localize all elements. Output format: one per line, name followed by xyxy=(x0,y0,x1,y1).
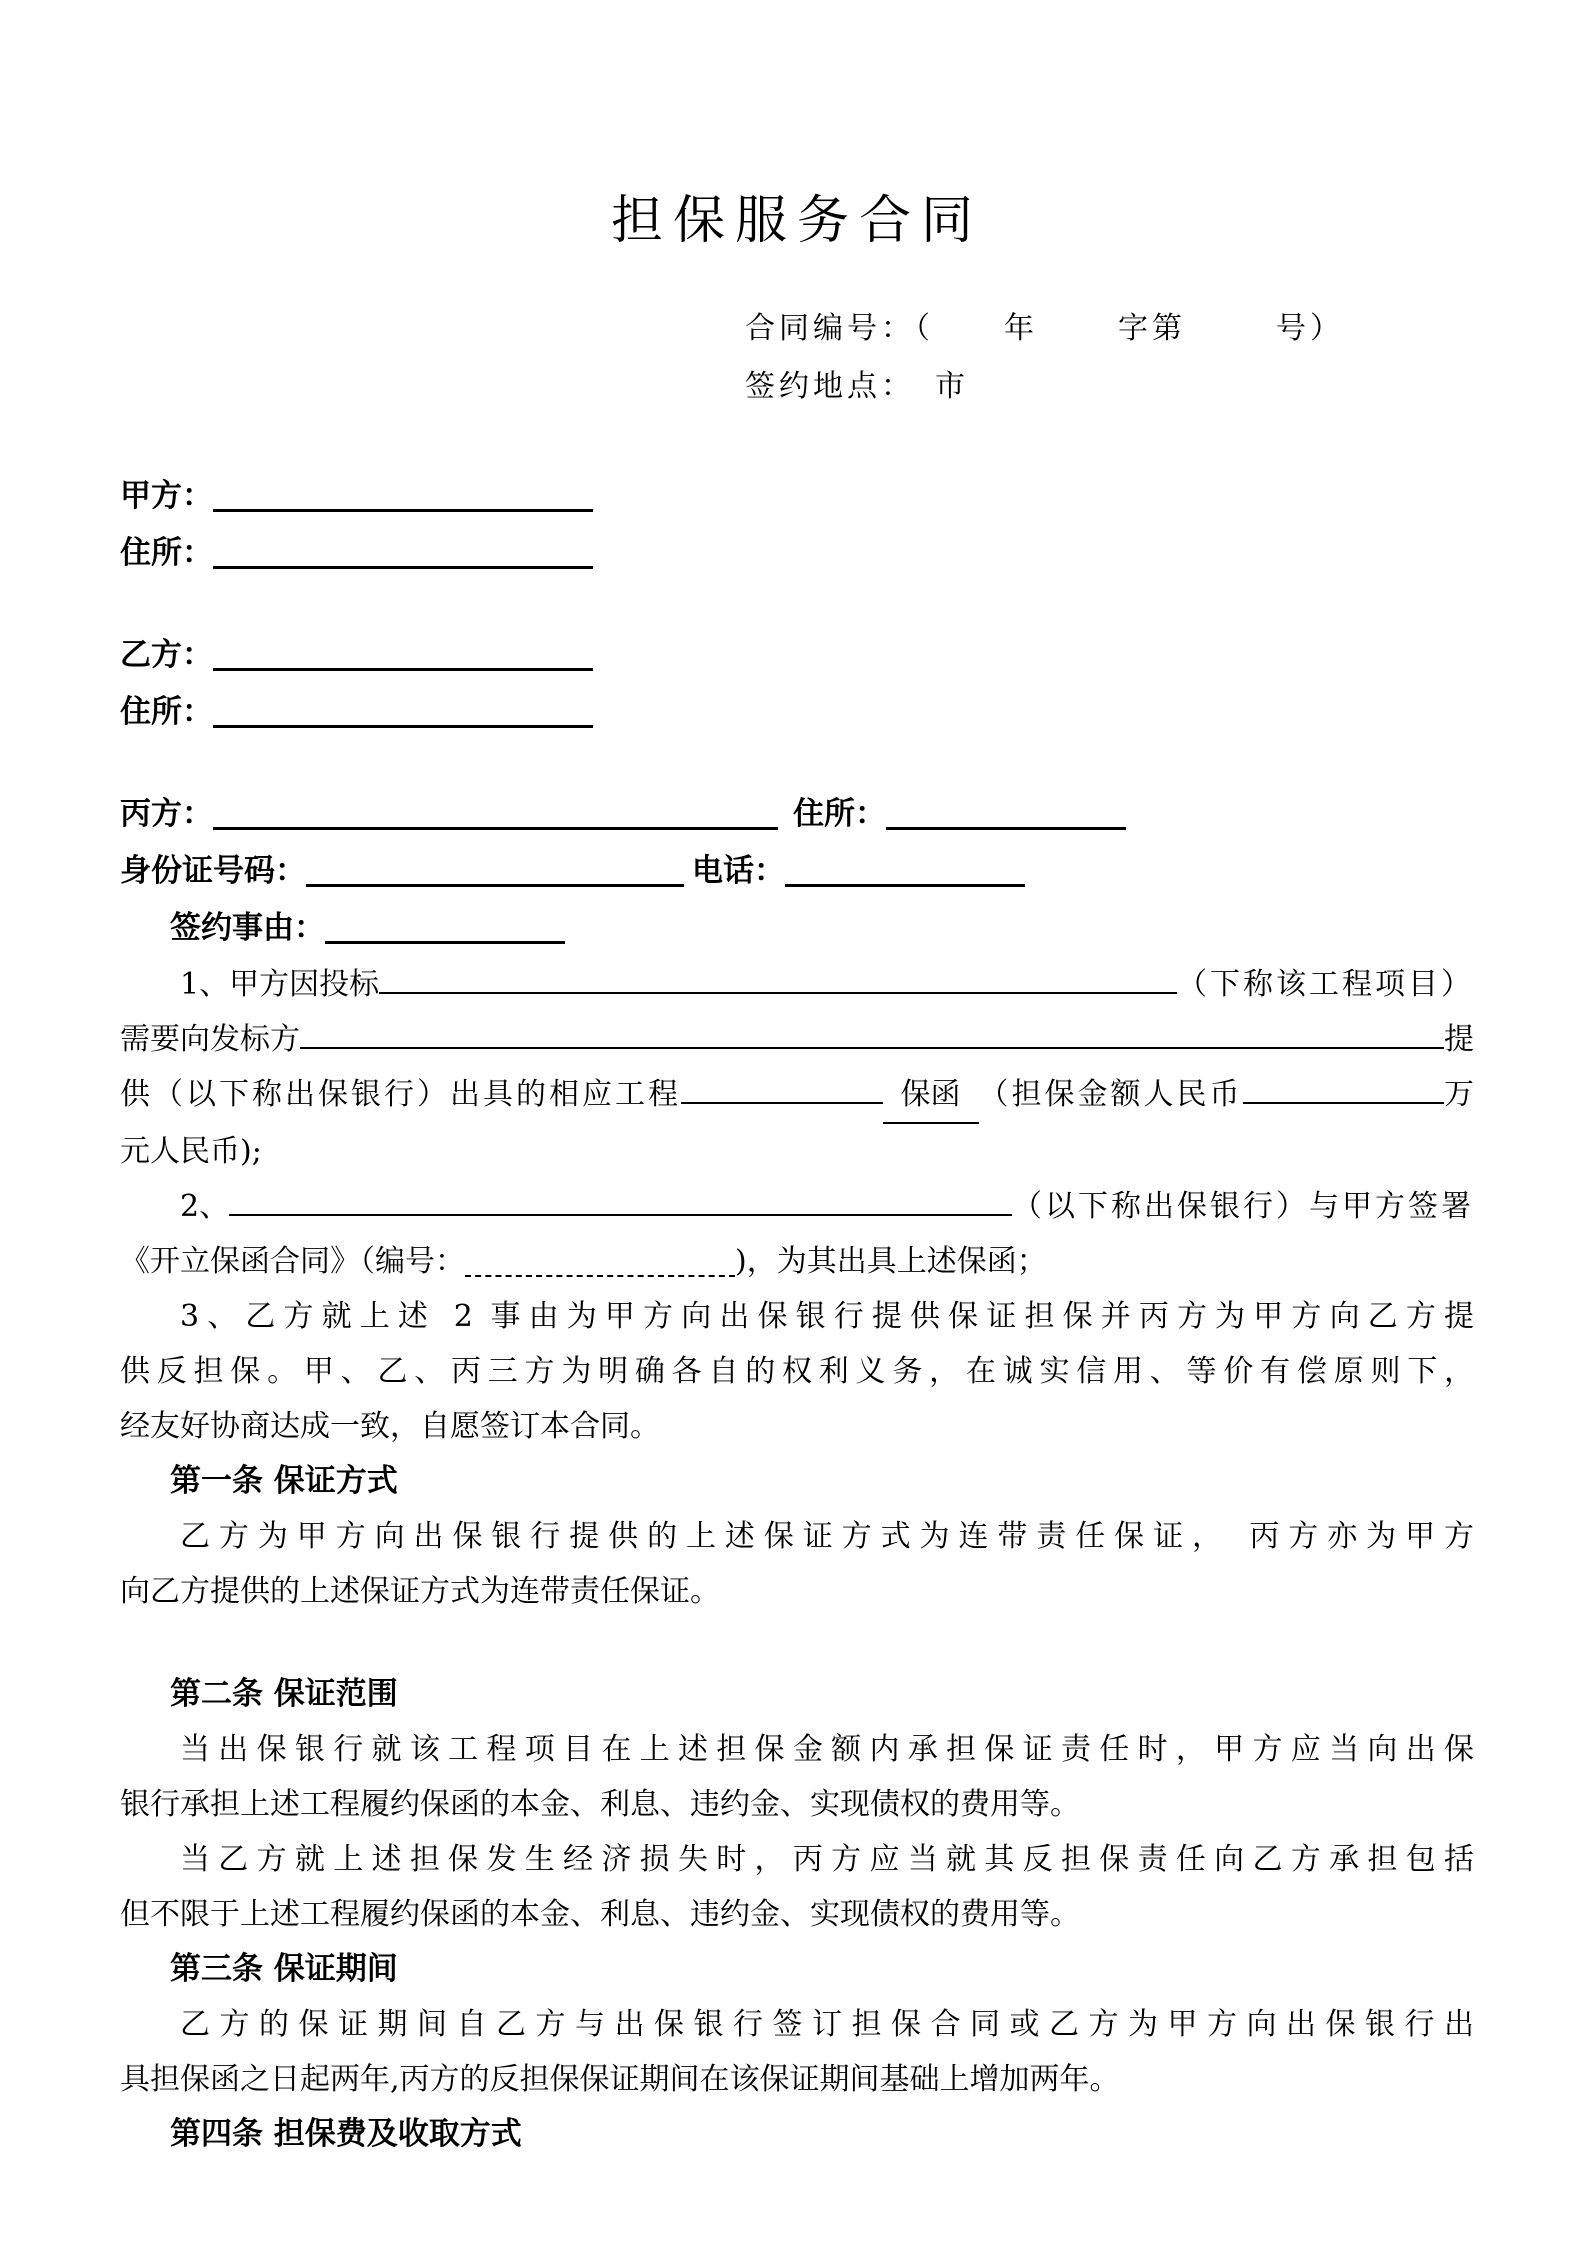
provide-text: 提 xyxy=(1444,1022,1474,1057)
signing-reason-label: 签约事由： xyxy=(170,910,325,946)
recital-1-line-2 xyxy=(120,1012,1474,1067)
item-2-number: 2、 xyxy=(180,1189,230,1224)
party-c-line xyxy=(120,786,1474,843)
contract-year-blank[interactable] xyxy=(934,328,1004,338)
bank-sign-text: （以下称出保银行）与甲方签署 xyxy=(1012,1189,1474,1224)
spacer xyxy=(120,1619,1474,1667)
recitals-block xyxy=(120,957,1474,2162)
article-3-heading: 第三条 保证期间 xyxy=(170,1951,398,1987)
guarantee-amount-text: （担保金额人民币 xyxy=(978,1077,1243,1112)
city-label: 市 xyxy=(935,369,969,404)
word-number-label: 字第 xyxy=(1118,311,1186,346)
recital-3-line-1: 3、乙方就上述 2 事由为甲方向出保银行提供保证担保并丙方为甲方向乙方提 xyxy=(180,1299,1474,1334)
phone-label: 电话： xyxy=(692,853,785,889)
article-2-line-2: 银行承担上述工程履约保函的本金、利息、违约金、实现债权的费用等。 xyxy=(120,1787,1080,1822)
id-number-blank[interactable] xyxy=(306,872,684,887)
article-4-heading: 第四条 担保费及收取方式 xyxy=(170,2116,522,2152)
spacer xyxy=(120,741,1474,786)
party-b-label: 乙方： xyxy=(120,637,213,673)
party-b-address-blank[interactable] xyxy=(213,713,593,728)
party-a-address-blank[interactable] xyxy=(213,554,593,569)
guarantee-contract-text: 《开立保函合同》（编号： xyxy=(120,1244,465,1279)
signing-reason-blank[interactable] xyxy=(325,929,565,944)
party-b-line xyxy=(120,627,1474,684)
recital-1-line-3 xyxy=(120,1067,1474,1124)
party-b-address-label: 住所： xyxy=(120,694,213,730)
recital-2-line-1 xyxy=(120,1179,1474,1234)
party-a-address-label: 住所： xyxy=(120,535,213,571)
spacer xyxy=(120,582,1474,627)
signing-reason-line xyxy=(120,900,1474,957)
party-c-label: 丙方： xyxy=(120,796,213,832)
signing-place-line xyxy=(745,358,1474,416)
party-c-id-line xyxy=(120,843,1474,900)
recital-1-line-4: 元人民币); xyxy=(120,1134,262,1169)
parties-block xyxy=(120,468,1474,957)
recital-1-text: 1、甲方因投标 xyxy=(180,967,380,1002)
issue-letter-text: )，为其出具上述保函； xyxy=(735,1244,1047,1279)
article-2-line-1: 当出保银行就该工程项目在上述担保金额内承担保证责任时，甲方应当向出保 xyxy=(180,1732,1474,1767)
project-alias-text: （下称该工程项目） xyxy=(1177,967,1474,1002)
party-c-address-blank[interactable] xyxy=(886,815,1126,830)
issuing-bank-name-blank[interactable] xyxy=(229,1202,1012,1216)
year-suffix-label: 年 xyxy=(1004,311,1038,346)
recital-3-line-3: 经友好协商达成一致，自愿签订本合同。 xyxy=(120,1409,660,1444)
recital-3-line-2: 供反担保。甲、乙、丙三方为明确各自的权利义务，在诚实信用、等价有偿原则下， xyxy=(120,1354,1474,1389)
bid-project-blank[interactable] xyxy=(379,980,1177,994)
guarantee-type-blank[interactable] xyxy=(681,1090,883,1104)
contract-number-label: 合同编号：（ xyxy=(745,311,934,346)
issuing-bank-text: 供（以下称出保银行）出具的相应工程 xyxy=(120,1077,681,1112)
contract-word-blank[interactable] xyxy=(1038,328,1118,338)
id-number-label: 身份证号码： xyxy=(120,853,306,889)
recital-2-line-2 xyxy=(120,1234,1474,1289)
contract-meta xyxy=(745,300,1474,416)
article-1-line-1: 乙方为甲方向出保银行提供的上述保证方式为连带责任保证， 丙方亦为甲方 xyxy=(180,1519,1474,1554)
number-suffix-label: 号） xyxy=(1276,311,1344,346)
tender-party-blank[interactable] xyxy=(300,1035,1444,1049)
party-a-line xyxy=(120,468,1474,525)
contract-number-line xyxy=(745,300,1474,358)
article-1-heading: 第一条 保证方式 xyxy=(170,1463,398,1499)
article-3-line-2: 具担保函之日起两年,丙方的反担保保证期间在该保证期间基础上增加两年。 xyxy=(120,2062,1120,2097)
article-2-line-4: 但不限于上述工程履约保函的本金、利息、违约金、实现债权的费用等。 xyxy=(120,1897,1080,1932)
contract-code-blank[interactable] xyxy=(465,1263,735,1277)
guarantee-amount-blank[interactable] xyxy=(1243,1090,1445,1104)
party-b-address-line xyxy=(120,684,1474,741)
signing-place-label: 签约地点： xyxy=(745,369,915,404)
page-title: 担保服务合同 xyxy=(610,191,983,251)
article-2-heading: 第二条 保证范围 xyxy=(170,1676,398,1712)
party-a-label: 甲方： xyxy=(120,478,213,514)
guarantee-letter-on-blank[interactable]: 保函 xyxy=(883,1067,979,1124)
recital-1-line-1 xyxy=(120,957,1474,1012)
wan-unit-text: 万 xyxy=(1444,1077,1474,1112)
party-c-address-label: 住所： xyxy=(793,796,886,832)
article-3-line-1: 乙方的保证期间自乙方与出保银行签订担保合同或乙方为甲方向出保银行出 xyxy=(180,2007,1474,2042)
article-2-line-3: 当乙方就上述担保发生经济损失时，丙方应当就其反担保责任向乙方承担包括 xyxy=(180,1842,1474,1877)
party-a-address-line xyxy=(120,525,1474,582)
party-c-name-blank[interactable] xyxy=(213,815,778,830)
party-a-name-blank[interactable] xyxy=(213,497,593,512)
contract-serial-blank[interactable] xyxy=(1186,328,1276,338)
tender-party-text: 需要向发标方 xyxy=(120,1022,300,1057)
phone-blank[interactable] xyxy=(785,872,1025,887)
signing-city-blank[interactable] xyxy=(915,386,935,396)
article-1-line-2: 向乙方提供的上述保证方式为连带责任保证。 xyxy=(120,1574,720,1609)
party-b-name-blank[interactable] xyxy=(213,656,593,671)
